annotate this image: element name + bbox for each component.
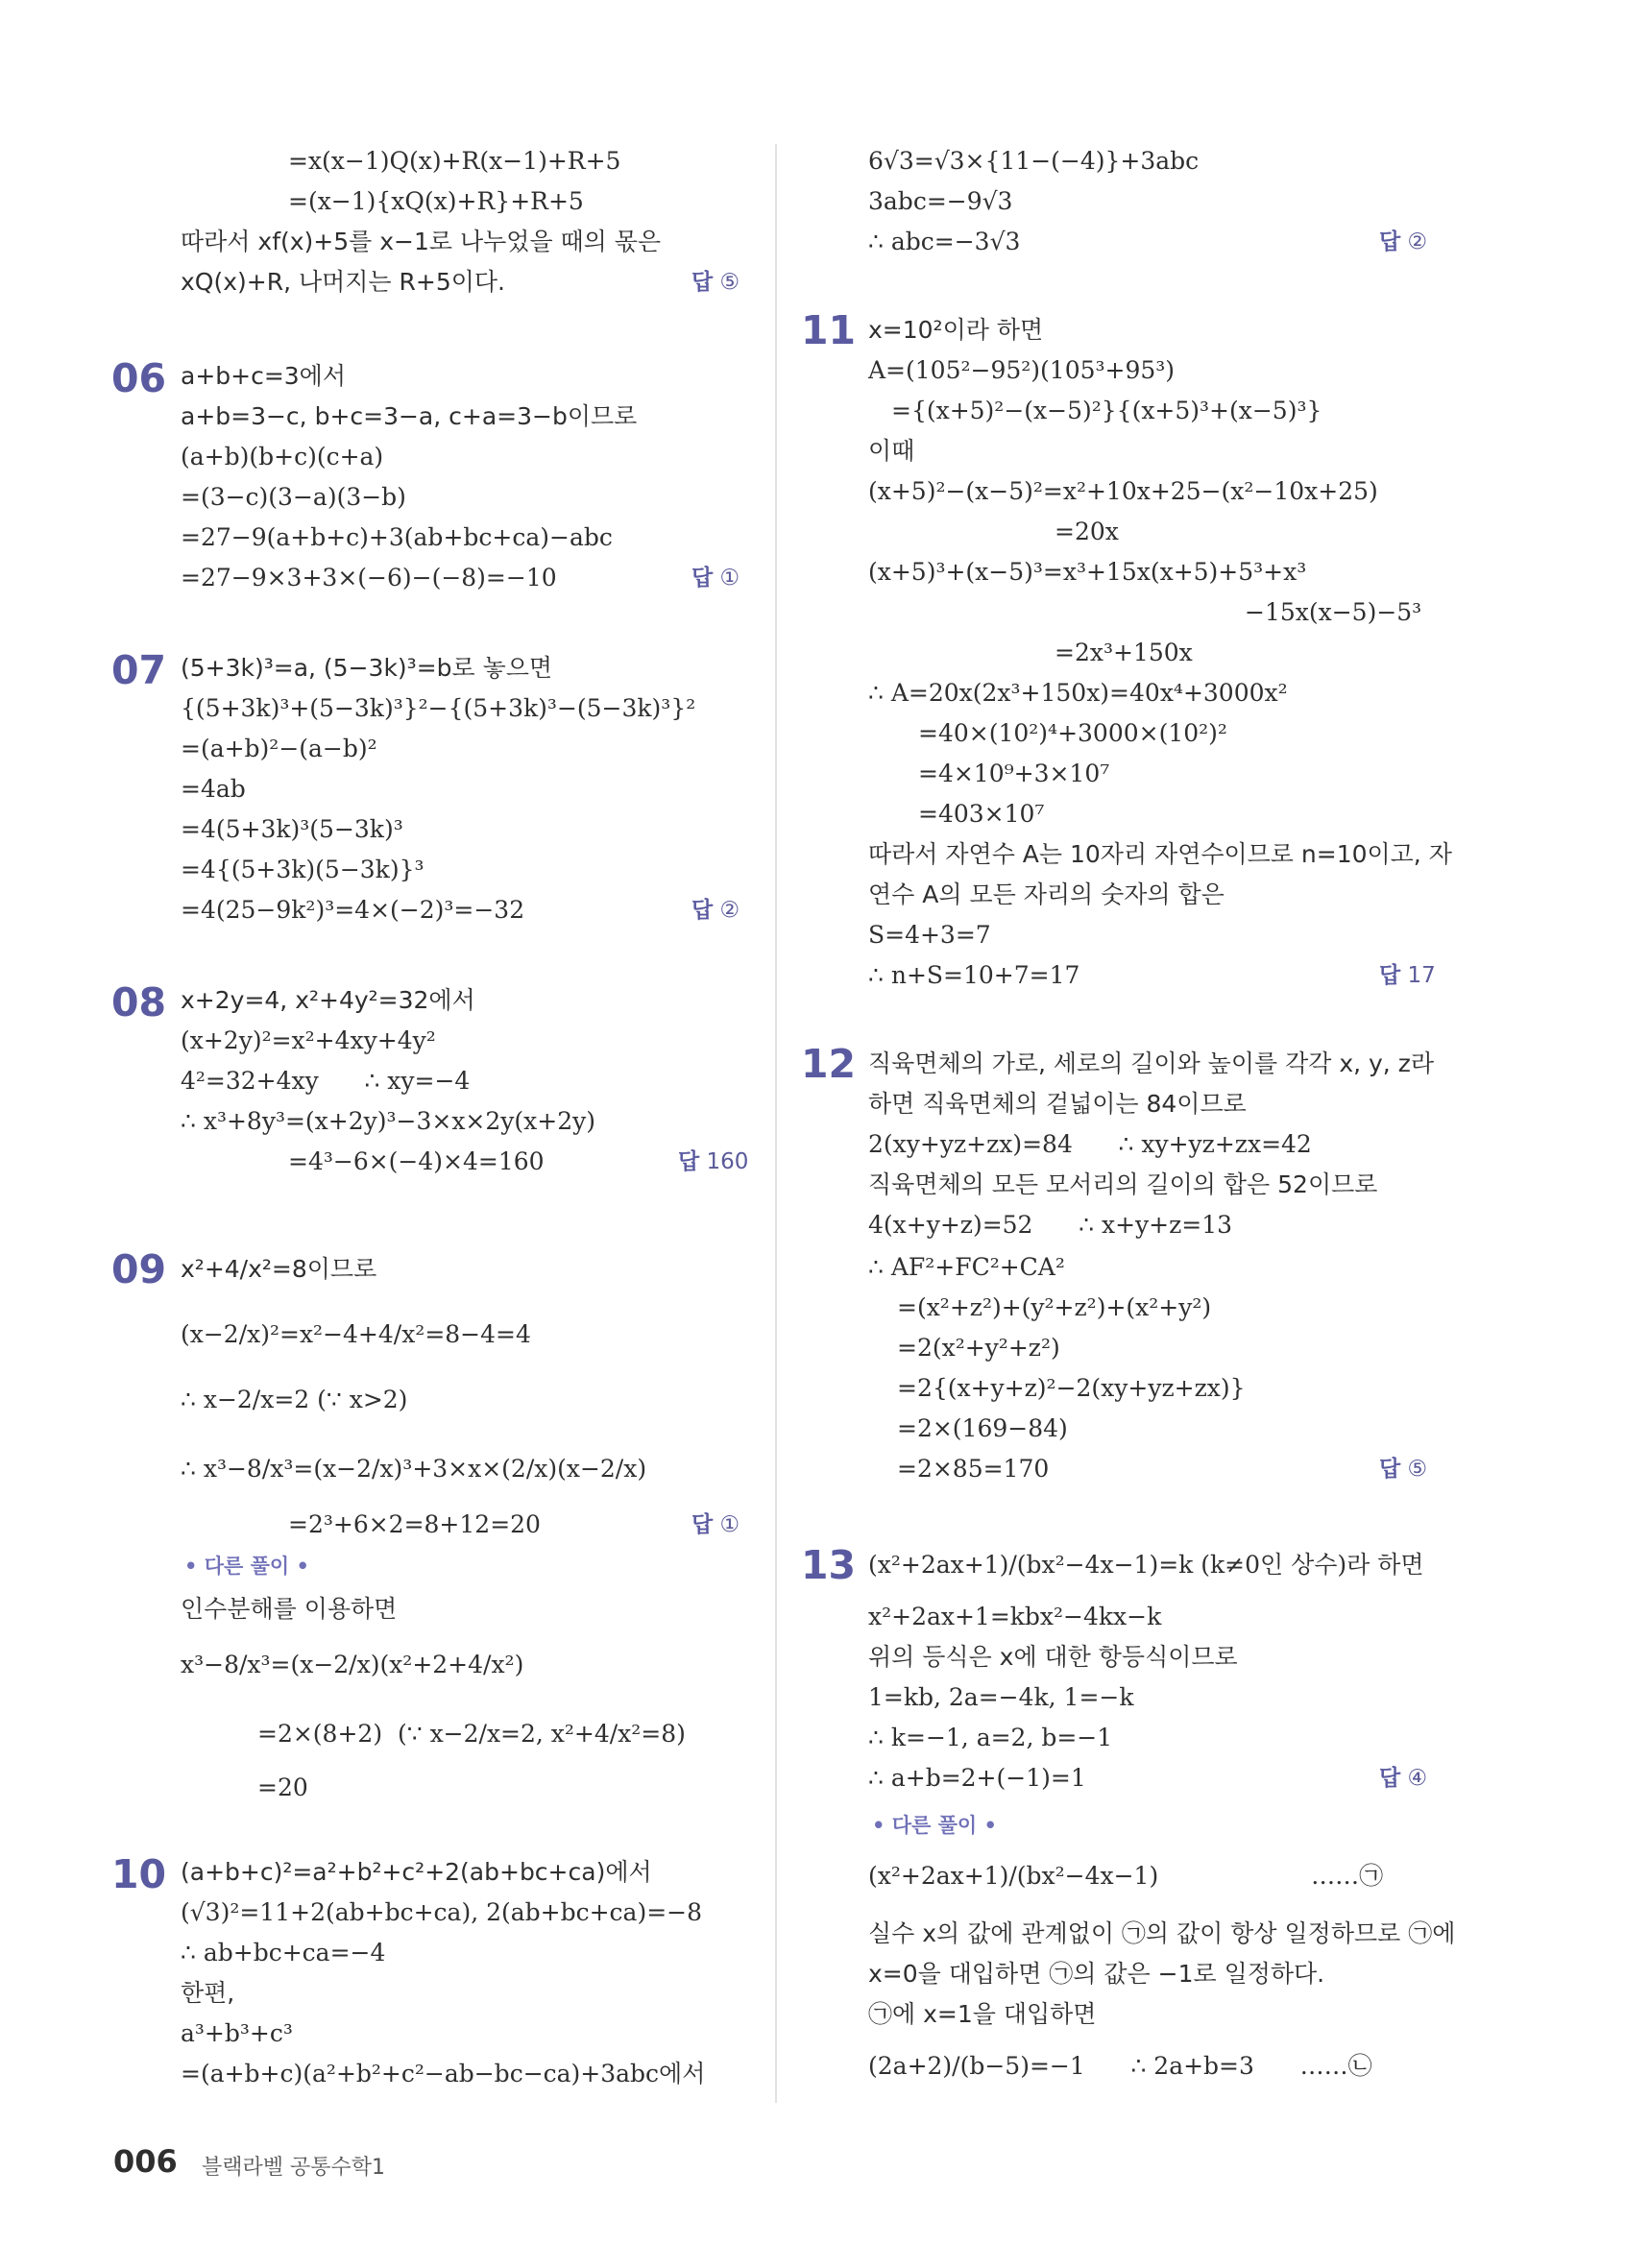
eq-line: 4²=32+4xy ∴ xy=−4 <box>181 1067 471 1095</box>
text-line: 인수분해를 이용하면 <box>181 1595 398 1623</box>
text-line: a+b+c=3에서 <box>181 362 346 390</box>
eq-line: =2³+6×2=8+12=20 <box>288 1510 541 1538</box>
eq-line: ∴ x³+8y³=(x+2y)³−3×x×2y(x+2y) <box>181 1107 595 1135</box>
eq-line: =27−9(a+b+c)+3(ab+bc+ca)−abc <box>181 523 613 551</box>
eq-line: (x+5)³+(x−5)³=x³+15x(x+5)+5³+x³ <box>868 558 1307 586</box>
eq-line: ∴ x−2/x=2 (∵ x>2) <box>181 1386 408 1413</box>
eq-line: =2x³+150x <box>1055 639 1193 666</box>
eq-line: =40×(10²)⁴+3000×(10²)² <box>918 719 1227 747</box>
answer-label: 답 <box>1379 229 1401 254</box>
eq-line: =2×85=170 <box>897 1455 1050 1483</box>
eq-line: x²+2ax+1=kbx²−4kx−k <box>868 1603 1162 1630</box>
answer-value: ② <box>719 898 740 923</box>
text-line: x+2y=4, x²+4y²=32에서 <box>181 986 475 1014</box>
eq-line: 3abc=−9√3 <box>868 187 1013 215</box>
answer <box>1379 1454 1427 1484</box>
eq-line: {(5+3k)³+(5−3k)³}²−{(5+3k)³−(5−3k)³}² <box>181 694 696 722</box>
answer-label: 답 <box>691 898 714 923</box>
eq-line: =4×10⁹+3×10⁷ <box>918 760 1110 787</box>
eq-line: ∴ ab+bc+ca=−4 <box>181 1939 386 1966</box>
eq-line: =2{(x+y+z)²−2(xy+yz+zx)} <box>897 1374 1246 1402</box>
eq-line: (x²+2ax+1)/(bx²−4x−1) ……㉠ <box>868 1862 1384 1890</box>
text-line: 한편, <box>181 1979 235 2007</box>
eq-line: (√3)²=11+2(ab+bc+ca), 2(ab+bc+ca)=−8 <box>181 1898 703 1926</box>
problem-number: 11 <box>801 307 857 353</box>
eq-line: a³+b³+c³ <box>181 2019 293 2047</box>
eq-line: (2a+2)/(b−5)=−1 ∴ 2a+b=3 ……㉡ <box>868 2052 1372 2080</box>
eq-line: 4(x+y+z)=52 ∴ x+y+z=13 <box>868 1211 1233 1239</box>
text-line: 연수 A의 모든 자리의 숫자의 합은 <box>868 881 1225 908</box>
eq-line: =(a+b+c)(a²+b²+c²−ab−bc−ca)+3abc에서 <box>181 2060 706 2087</box>
problem-number: 13 <box>801 1542 857 1588</box>
eq-line: ∴ abc=−3√3 <box>868 228 1021 255</box>
eq-line: A=(105²−95²)(105³+95³) <box>868 356 1176 384</box>
eq-line: (a+b)(b+c)(c+a) <box>181 443 384 470</box>
answer <box>1379 227 1427 257</box>
eq-line: 6√3=√3×{11−(−4)}+3abc <box>868 147 1200 175</box>
eq-line: ={(x+5)²−(x−5)²}{(x+5)³+(x−5)³} <box>891 397 1322 424</box>
eq-line: 2(xy+yz+zx)=84 ∴ xy+yz+zx=42 <box>868 1130 1312 1158</box>
eq-line: =(a+b)²−(a−b)² <box>181 735 377 762</box>
eq-line: =4{(5+3k)(5−3k)}³ <box>181 856 424 883</box>
problem-number: 10 <box>111 1851 167 1897</box>
problem-number: 06 <box>111 355 167 401</box>
answer <box>691 1509 740 1540</box>
alt-solution-label: • 다른 풀이 • <box>872 1814 997 1837</box>
answer-label: 답 <box>1379 1766 1401 1791</box>
answer-label: 답 <box>1379 963 1401 988</box>
answer-value: ⑤ <box>1407 1457 1428 1482</box>
text-line: x=0을 대입하면 ㉠의 값은 −1로 일정하다. <box>868 1960 1325 1988</box>
answer <box>1379 960 1436 991</box>
text-line: (a+b+c)²=a²+b²+c²+2(ab+bc+ca)에서 <box>181 1858 652 1886</box>
answer-label: 답 <box>691 270 714 295</box>
answer-value: ② <box>1407 229 1428 254</box>
problem-number: 07 <box>111 647 167 693</box>
eq-line: =27−9×3+3×(−6)−(−8)=−10 <box>181 564 557 591</box>
eq-line: =20 <box>257 1773 308 1801</box>
text-line: 따라서 자연수 A는 10자리 자연수이므로 n=10이고, 자 <box>868 840 1452 868</box>
page-number: 006 <box>113 2143 178 2180</box>
eq-line: (x²+2ax+1)/(bx²−4x−1)=k (k≠0인 상수)라 하면 <box>868 1551 1424 1579</box>
eq-line: =(x²+z²)+(y²+z²)+(x²+y²) <box>897 1293 1212 1321</box>
eq-line: ∴ a+b=2+(−1)=1 <box>868 1764 1086 1792</box>
eq-line: =403×10⁷ <box>918 800 1045 828</box>
answer-value: 17 <box>1407 963 1436 988</box>
eq-line: (x+5)²−(x−5)²=x²+10x+25−(x²−10x+25) <box>868 477 1378 505</box>
answer-value: ① <box>719 566 740 591</box>
answer <box>691 895 740 926</box>
answer-label: 답 <box>691 1512 714 1537</box>
text-line: xQ(x)+R, 나머지는 R+5이다. <box>181 268 506 296</box>
answer-value: ① <box>719 1512 740 1537</box>
answer <box>1379 1763 1427 1794</box>
eq-line: (x+2y)²=x²+4xy+4y² <box>181 1026 436 1054</box>
answer-value: ⑤ <box>719 270 740 295</box>
eq-line: 1=kb, 2a=−4k, 1=−k <box>868 1683 1134 1711</box>
eq-line: =4(5+3k)³(5−3k)³ <box>181 815 403 843</box>
eq-line: (x−2/x)²=x²−4+4/x²=8−4=4 <box>181 1320 531 1348</box>
eq-line: ∴ AF²+FC²+CA² <box>868 1253 1065 1281</box>
eq-line: ∴ k=−1, a=2, b=−1 <box>868 1724 1113 1751</box>
text-line: 직육면체의 모든 모서리의 길이의 합은 52이므로 <box>868 1170 1378 1198</box>
answer <box>691 563 740 593</box>
text-line: 이때 <box>868 437 915 465</box>
eq-line: =4(25−9k²)³=4×(−2)³=−32 <box>181 896 525 924</box>
eq-line: =2×(169−84) <box>897 1414 1068 1442</box>
answer-value: ④ <box>1407 1766 1428 1791</box>
eq-line: S=4+3=7 <box>868 921 991 949</box>
problem-number: 12 <box>801 1041 857 1087</box>
eq-line: =(x−1){xQ(x)+R}+R+5 <box>288 187 584 215</box>
eq-line: ∴ A=20x(2x³+150x)=40x⁴+3000x² <box>868 679 1288 707</box>
alt-solution-label: • 다른 풀이 • <box>184 1555 309 1578</box>
eq-line: =20x <box>1055 518 1119 545</box>
text-line: x²+4/x²=8이므로 <box>181 1255 377 1283</box>
eq-line: −15x(x−5)−5³ <box>1245 598 1422 626</box>
text-line: 하면 직육면체의 겉넓이는 84이므로 <box>868 1090 1247 1118</box>
text-line: 직육면체의 가로, 세로의 길이와 높이를 각각 x, y, z라 <box>868 1050 1434 1077</box>
text-line: ㉠에 x=1을 대입하면 <box>868 2000 1097 2028</box>
book-title: 블랙라벨 공통수학1 <box>202 2156 386 2180</box>
answer <box>678 1146 748 1177</box>
text-line: x=10²이라 하면 <box>868 316 1044 344</box>
problem-number: 09 <box>111 1246 167 1292</box>
answer-value: 160 <box>706 1149 749 1174</box>
answer-label: 답 <box>691 566 714 591</box>
eq-line: =4ab <box>181 775 246 803</box>
text-line: 따라서 xf(x)+5를 x−1로 나누었을 때의 몫은 <box>181 228 662 255</box>
eq-line: ∴ n+S=10+7=17 <box>868 961 1080 989</box>
eq-line: x³−8/x³=(x−2/x)(x²+2+4/x²) <box>181 1651 524 1678</box>
text-line: 실수 x의 값에 관계없이 ㉠의 값이 항상 일정하므로 ㉠에 <box>868 1919 1456 1947</box>
eq-line: =2(x²+y²+z²) <box>897 1334 1060 1362</box>
answer <box>691 267 740 298</box>
problem-number: 08 <box>111 979 167 1025</box>
answer-label: 답 <box>678 1149 700 1174</box>
text-line: 위의 등식은 x에 대한 항등식이므로 <box>868 1643 1238 1671</box>
eq-line: =4³−6×(−4)×4=160 <box>288 1147 545 1175</box>
eq-line: =2×(8+2) (∵ x−2/x=2, x²+4/x²=8) <box>257 1720 686 1748</box>
text-line: (5+3k)³=a, (5−3k)³=b로 놓으면 <box>181 654 553 682</box>
eq-line: =(3−c)(3−a)(3−b) <box>181 483 406 511</box>
answer-label: 답 <box>1379 1457 1401 1482</box>
column-divider <box>775 144 777 2103</box>
eq-line: ∴ x³−8/x³=(x−2/x)³+3×x×(2/x)(x−2/x) <box>181 1455 647 1483</box>
text-line: a+b=3−c, b+c=3−a, c+a=3−b이므로 <box>181 402 638 430</box>
eq-line: =x(x−1)Q(x)+R(x−1)+R+5 <box>288 147 621 175</box>
